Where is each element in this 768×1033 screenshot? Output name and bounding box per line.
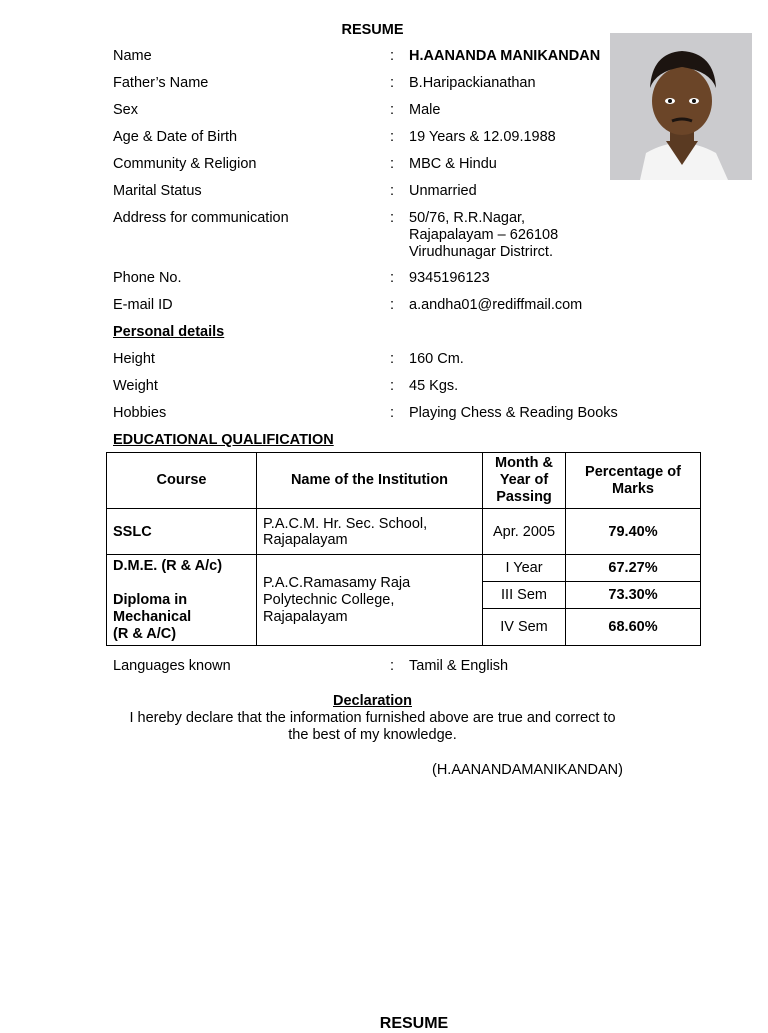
- height-value: 160 Cm.: [409, 351, 464, 367]
- percentage-header: Percentage of Marks: [566, 453, 701, 509]
- personal-details-heading: Personal details: [113, 324, 225, 340]
- dme-month-2: III Sem: [483, 582, 566, 609]
- hobbies-label: Hobbies: [113, 405, 167, 421]
- email-label: E-mail ID: [113, 297, 173, 313]
- marital-status-value: Unmarried: [409, 183, 477, 199]
- marital-status-label: Marital Status: [113, 183, 202, 199]
- profile-photo: [610, 33, 752, 180]
- table-header-row: [107, 453, 701, 509]
- colon: :: [390, 658, 395, 674]
- sslc-institution: P.A.C.M. Hr. Sec. School, Rajapalayam: [257, 509, 483, 555]
- colon: :: [390, 129, 395, 145]
- weight-value: 45 Kgs.: [409, 378, 459, 394]
- declaration-line-2: the best of my knowledge.: [288, 727, 457, 743]
- table-row: [107, 555, 701, 582]
- institution-header: Name of the Institution: [257, 453, 483, 509]
- address-line-2: Rajapalayam – 626108: [409, 227, 559, 243]
- phone-label: Phone No.: [113, 270, 182, 286]
- address-line-1: 50/76, R.R.Nagar,: [409, 210, 526, 226]
- dme-month-3: IV Sem: [483, 609, 566, 646]
- address-line-3: Virudhunagar Distrirct.: [409, 244, 553, 260]
- age-dob-value: 19 Years & 12.09.1988: [409, 129, 556, 145]
- colon: :: [390, 270, 395, 286]
- colon: :: [390, 75, 395, 91]
- sslc-month: Apr. 2005: [483, 509, 566, 555]
- hobbies-value: Playing Chess & Reading Books: [409, 405, 618, 421]
- colon: :: [390, 378, 395, 394]
- dme-percent-1: 67.27%: [566, 555, 701, 582]
- phone-value: 9345196123: [409, 270, 490, 286]
- address-label: Address for communication: [113, 210, 289, 226]
- declaration-heading: Declaration: [333, 693, 412, 709]
- dme-percent-3: 68.60%: [566, 609, 701, 646]
- languages-value: Tamil & English: [409, 658, 509, 674]
- dme-institution: P.A.C.Ramasamy Raja Polytechnic College, Rajapalayam: [257, 555, 483, 646]
- father-name-label: Father’s Name: [113, 75, 209, 91]
- sslc-course: SSLC: [107, 509, 257, 555]
- dme-month-1: I Year: [483, 555, 566, 582]
- dme-percent-2: 73.30%: [566, 582, 701, 609]
- community-religion-value: MBC & Hindu: [409, 156, 497, 172]
- dme-course: D.M.E. (R & A/c) Diploma in Mechanical (R & A/C): [107, 555, 257, 646]
- age-dob-label: Age & Date of Birth: [113, 129, 238, 145]
- next-page-title: RESUME: [379, 1015, 449, 1032]
- course-header: Course: [107, 453, 257, 509]
- name-label: Name: [113, 48, 152, 64]
- colon: :: [390, 156, 395, 172]
- colon: :: [390, 48, 395, 64]
- education-heading: EDUCATIONAL QUALIFICATION: [113, 432, 334, 448]
- weight-label: Weight: [113, 378, 158, 394]
- name-value: H.AANANDA MANIKANDAN: [409, 48, 601, 64]
- resume-title: RESUME: [341, 22, 404, 38]
- colon: :: [390, 210, 395, 226]
- colon: :: [390, 351, 395, 367]
- sslc-percent: 79.40%: [566, 509, 701, 555]
- sex-label: Sex: [113, 102, 138, 118]
- colon: :: [390, 183, 395, 199]
- languages-label: Languages known: [113, 658, 231, 674]
- email-value: a.andha01@rediffmail.com: [409, 297, 583, 313]
- education-table: [106, 452, 701, 646]
- father-name-value: B.Haripackianathan: [409, 75, 536, 91]
- person-photo-icon: [610, 33, 752, 180]
- colon: :: [390, 102, 395, 118]
- signature: (H.AANANDAMANIKANDAN): [432, 762, 623, 778]
- height-label: Height: [113, 351, 155, 367]
- community-religion-label: Community & Religion: [113, 156, 257, 172]
- table-row: [107, 509, 701, 555]
- declaration-line-1: I hereby declare that the information furnished above are true and correct to: [129, 710, 616, 726]
- month-year-header: Month & Year of Passing: [483, 453, 566, 509]
- colon: :: [390, 297, 395, 313]
- sex-value: Male: [409, 102, 441, 118]
- colon: :: [390, 405, 395, 421]
